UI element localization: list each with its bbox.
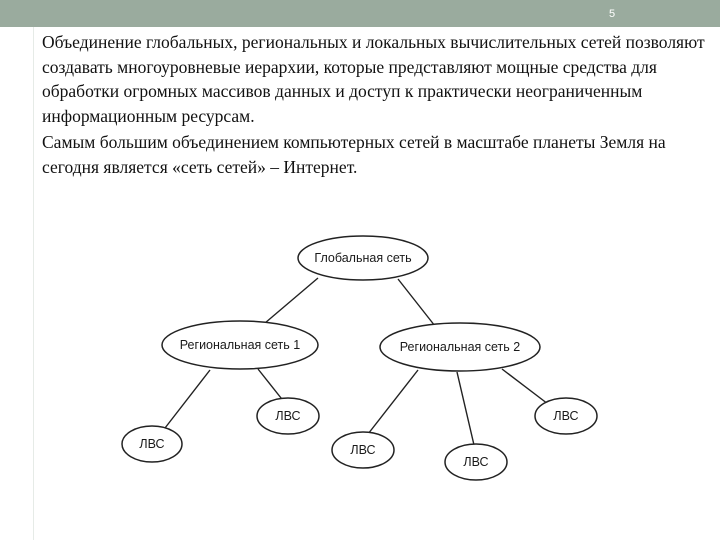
paragraph-2: Самым большим объединением компьютерных сетей в масштабе планеты Земля на сегодня является «сеть сетей» – Интернет.	[42, 132, 666, 177]
node-lan-1	[122, 426, 182, 462]
node-lan-2-label: ЛВС	[275, 409, 301, 423]
node-lan-4	[445, 444, 507, 480]
node-lan-5-label: ЛВС	[553, 409, 579, 423]
edge-root-regional-2	[398, 279, 435, 326]
node-global-network	[298, 236, 428, 280]
edge-regional-1-lan-1	[165, 370, 210, 428]
node-lan-3	[332, 432, 394, 468]
node-lan-4-label: ЛВС	[463, 455, 489, 469]
node-regional-network-1-label: Региональная сеть 1	[179, 338, 301, 352]
node-lan-2	[257, 398, 319, 434]
node-regional-network-2-label: Региональная сеть 2	[399, 340, 521, 354]
edge-regional-2-lan-5	[502, 369, 548, 404]
edge-root-regional-1	[265, 278, 318, 323]
node-regional-network-1	[162, 321, 318, 369]
node-regional-network-2	[380, 323, 540, 371]
node-global-network-label: Глобальная сеть	[314, 251, 412, 265]
page-number: 5	[608, 8, 616, 20]
node-lan-1-label: ЛВС	[139, 437, 165, 451]
edge-regional-2-lan-4	[457, 372, 474, 445]
node-lan-3-label: ЛВС	[350, 443, 376, 457]
edge-regional-2-lan-3	[368, 370, 418, 434]
paragraph-1: Объединение глобальных, региональных и локальных вычислительных сетей позволяют создавать многоуровневые иерархии, которые представляют мощные средства для обработки огромных массивов данных и доступ к практически неограниченным информационным ресурсам.	[42, 32, 705, 126]
node-lan-5	[535, 398, 597, 434]
